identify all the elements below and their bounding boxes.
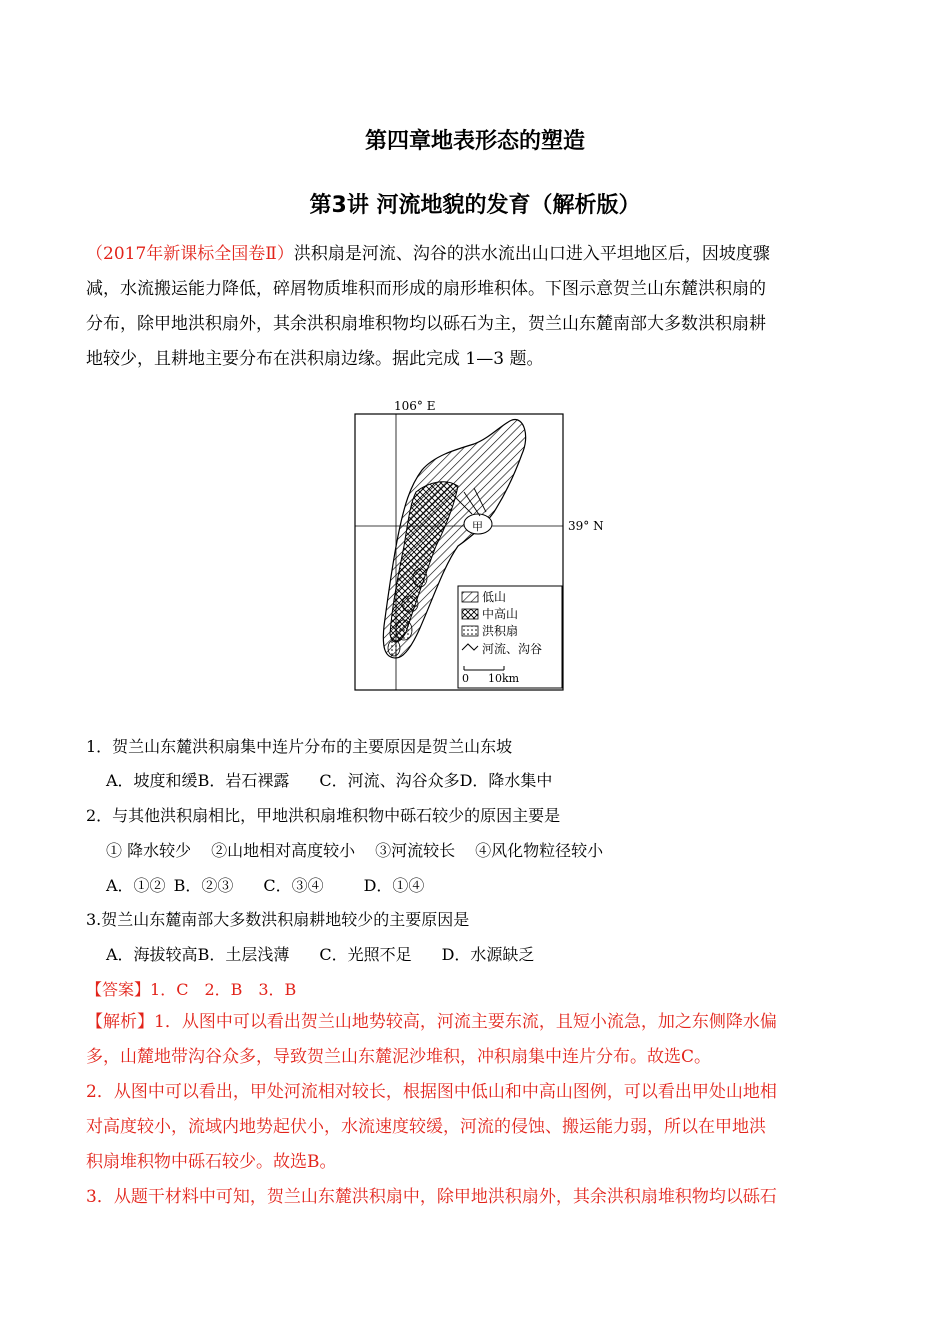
legend-fan-swatch: [462, 626, 478, 636]
intro-line: 减，水流搬运能力降低，碎屑物质堆积而形成的扇形堆积体。下图示意贺兰山东麓洪积扇的: [86, 279, 766, 299]
question-3-stem: 3.贺兰山东麓南部大多数洪积扇耕地较少的主要原因是: [86, 910, 470, 929]
option-1b: B．岩石裸露: [197, 771, 290, 790]
option-1d: D．降水集中: [459, 771, 553, 790]
alluvial-fan: [413, 569, 427, 587]
alluvial-fan-map: [354, 396, 618, 692]
analysis-line: 3．从题干材料中可知，贺兰山东麓洪积扇中，除甲地洪积扇外，其余洪积扇堆积物均以砾石: [86, 1187, 777, 1207]
legend-river-valley: 河流、沟谷: [482, 642, 543, 656]
alluvial-fan: [396, 620, 412, 640]
analysis-line: 多，山麓地带沟谷众多，导致贺兰山东麓泥沙堆积，冲积扇集中连片分布。故选C。: [86, 1047, 712, 1067]
answer-label: 【答案】: [86, 980, 151, 999]
latitude-label: 39° N: [568, 519, 604, 533]
question-2-stem: 2．与其他洪积扇相比，甲地洪积扇堆积物中砾石较少的原因主要是: [86, 806, 561, 825]
question-source: （2017年新课标全国卷Ⅱ）: [86, 244, 294, 264]
analysis-label: 【解析】: [86, 1012, 154, 1032]
chapter-title: 第四章地表形态的塑造: [364, 129, 585, 154]
legend-mid-high-swatch: [462, 609, 478, 619]
option-1a: A．坡度和缓: [106, 771, 198, 790]
option-3a: A．海拔较高: [106, 945, 198, 964]
legend-mid-high-mountain: 中高山: [482, 607, 519, 621]
option-1c: C．河流、沟谷众多: [319, 771, 460, 790]
item-2-1: ① 降水较少: [106, 841, 192, 860]
question-2-items: [106, 838, 603, 861]
item-2-4: ④风化物粒径较小: [475, 841, 604, 860]
question-1-stem: 1．贺兰山东麓洪积扇集中连片分布的主要原因是贺兰山东坡: [86, 737, 513, 756]
longitude-label: 106° E: [394, 399, 436, 413]
option-3c: C．光照不足: [319, 945, 412, 964]
map-legend: [458, 586, 562, 688]
analysis-paragraph: [86, 1005, 866, 1215]
question-1-options: [106, 768, 552, 791]
lesson-title: 第3讲 河流地貌的发育（解析版）: [309, 193, 641, 218]
legend-alluvial-fan: 洪积扇: [482, 624, 519, 638]
analysis-line: 1．从图中可以看出贺兰山地势较高，河流主要东流，且短小流急，加之东侧降水偏: [154, 1012, 777, 1032]
item-2-3: ③河流较长: [375, 841, 456, 860]
analysis-line: 2．从图中可以看出，甲处河流相对较长，根据图中低山和中高山图例，可以看出甲处山地相: [86, 1082, 777, 1102]
analysis-line: 积扇堆积物中砾石较少。故选B。: [86, 1152, 337, 1172]
alluvial-fan: [402, 596, 418, 612]
option-2d: D．①④: [363, 876, 425, 895]
option-2c: C．③④: [263, 876, 324, 895]
analysis-line: 对高度较小，流域内地势起伏小，水流速度较缓，河流的侵蚀、搬运能力弱，所以在甲地洪: [86, 1117, 766, 1137]
option-2a: A．①②: [106, 876, 166, 895]
answer-text: 1．C 2．B 3．B: [150, 980, 297, 999]
scale-zero: 0: [462, 672, 469, 685]
legend-low-mountain-swatch: [462, 592, 478, 602]
answer-line: [86, 977, 296, 1000]
intro-line: 洪积扇是河流、沟谷的洪水流出山口进入平坦地区后，因坡度骤: [293, 244, 770, 264]
legend-low-mountain: 低山: [482, 590, 507, 604]
intro-line: 分布，除甲地洪积扇外，其余洪积扇堆积物均以砾石为主，贺兰山东麓南部大多数洪积扇耕: [86, 314, 766, 334]
intro-line: 地较少，且耕地主要分布在洪积扇边缘。据此完成 1—3 题。: [86, 349, 544, 369]
alluvial-fan: [388, 640, 400, 656]
jia-label: 甲: [472, 520, 483, 533]
intro-paragraph: [86, 237, 866, 377]
scale-distance: 10km: [488, 672, 520, 685]
question-3-options: [106, 942, 534, 965]
option-3b: B．土层浅薄: [197, 945, 290, 964]
option-3d: D．水源缺乏: [441, 945, 535, 964]
question-2-options: [106, 873, 424, 896]
option-2b: B．②③: [173, 876, 234, 895]
item-2-2: ②山地相对高度较小: [211, 841, 356, 860]
